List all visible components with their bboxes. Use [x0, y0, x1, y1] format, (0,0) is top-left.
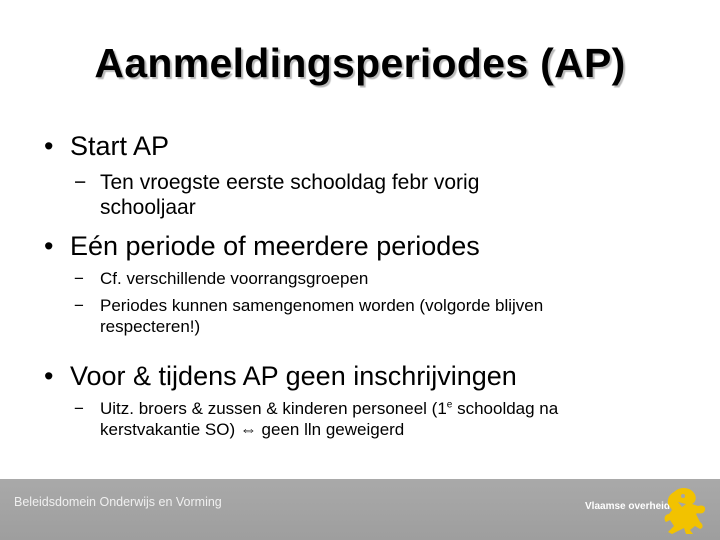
sub-bullet-text: Periodes kunnen samengenomen worden (volgorde blijven respecteren!)	[100, 296, 544, 336]
sub-bullet-text: Uitz. broers & zussen & kinderen personeel (1e schooldag na kerstvakantie SO) ⇔ geen lln geweigerd	[100, 399, 559, 439]
sub-bullet-dash: −	[74, 269, 84, 288]
sub-bullet-dash: −	[74, 171, 87, 194]
bullet-dot: •	[44, 361, 54, 391]
bullet-dot: •	[44, 231, 54, 261]
sub-bullet-text: Ten vroegste eerste schooldag febr vorig schooljaar	[100, 171, 480, 219]
bullet-text: Eén periode of meerdere periodes	[70, 231, 480, 261]
flemish-lion-icon	[660, 484, 712, 536]
double-arrow-icon: ⇔	[239, 420, 257, 439]
footer-bar	[0, 479, 720, 540]
sub-bullet-text: Cf. verschillende voorrangsgroepen	[100, 269, 369, 288]
footer-department-label: Beleidsdomein Onderwijs en Vorming	[14, 495, 222, 509]
sub-bullet-dash: −	[74, 399, 84, 418]
sub-bullet-dash: −	[74, 296, 84, 315]
bullet-text: Voor & tijdens AP geen inschrijvingen	[70, 361, 517, 391]
footer-government-label: Vlaamse overheid	[585, 501, 671, 512]
bullet-dot: •	[44, 131, 54, 161]
ordinal-superscript: e	[446, 399, 453, 411]
bullet-text: Start AP	[70, 131, 170, 161]
slide-title: Aanmeldingsperiodes (AP)	[94, 40, 626, 86]
